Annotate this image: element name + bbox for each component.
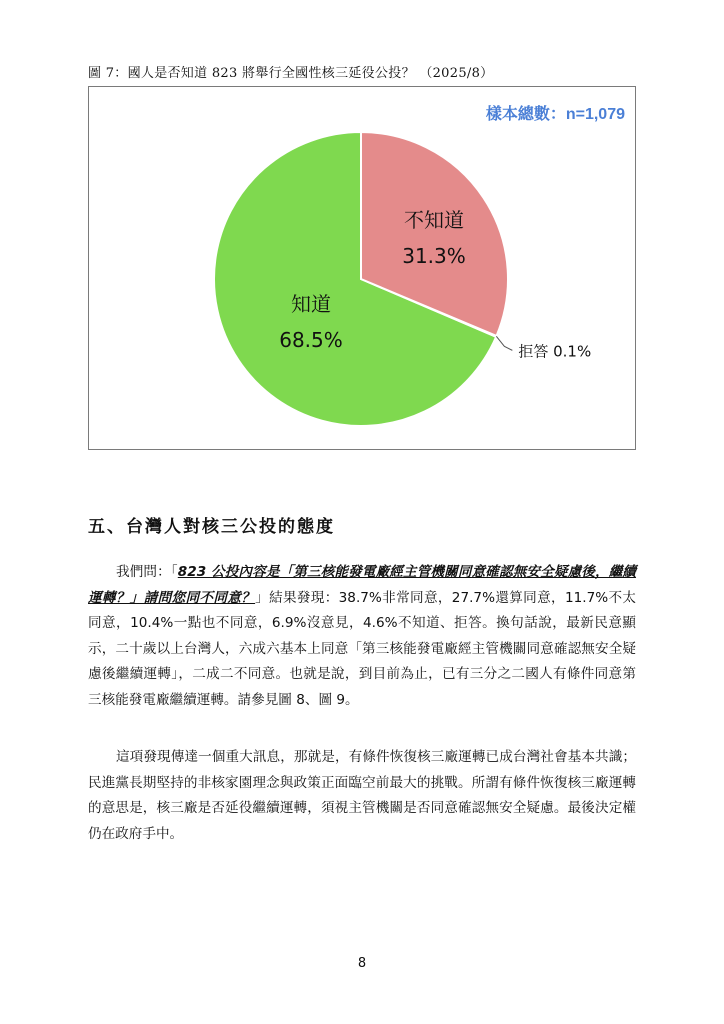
- pie-leader-line-refuse: [496, 336, 512, 350]
- survey-question: 823 公投內容是「第三核能發電廠經主管機關同意確認無安全疑慮後，繼續運轉？」請問您同不同意？: [88, 564, 637, 606]
- pie-label-refuse: 拒答 0.1%: [518, 342, 592, 361]
- pie-value-not-know: 31.3%: [402, 244, 466, 268]
- pie-chart: [89, 87, 637, 451]
- pie-label-not-know: 不知道: [404, 208, 464, 232]
- paragraph-implication-text: 這項發現傳達一個重大訊息，那就是，有條件恢復核三廠運轉已成台灣社會基本共識；民進黨長期堅持的非核家園理念與政策正面臨空前最大的挑戰。所謂有條件恢復核三廠運轉的意思是，核三廠是否延役繼續運轉，須視主管機關是否同意確認無安全疑慮。最後決定權仍在政府手中。: [88, 749, 636, 842]
- section-title: 五、台灣人對核三公投的態度: [88, 517, 335, 537]
- sample-size-label: 樣本總數：n=1,079: [485, 106, 625, 123]
- page-number: 8: [357, 956, 367, 971]
- pie-value-know: 68.5%: [279, 328, 343, 352]
- pie-chart-figure: [88, 86, 636, 450]
- paragraph-body: 」結果發現：38.7%非常同意，27.7%還算同意，11.7%不太同意，10.4%一點也不同意，6.9%沒意見，4.6%不知道、拒答。換句話說，最新民意顯示，二十歲以上台灣人，六成六基本上同意「第三核能發電廠經主管機關同意確認無安全疑慮後繼續運轉」，二成二不同意。也就是說，到目前為止，已有三分之二國人有條件同意第三核能發電廠繼續運轉。請參見圖 8、圖 9。: [88, 589, 636, 708]
- paragraph-survey-result: [88, 560, 636, 713]
- paragraph-implication: [88, 745, 636, 847]
- paragraph-lead: 我們問：「: [116, 564, 178, 580]
- pie-label-know: 知道: [291, 292, 331, 316]
- figure-caption: 圖 7：國人是否知道 823 將舉行全國性核三延役公投？ （2025/8）: [88, 66, 494, 81]
